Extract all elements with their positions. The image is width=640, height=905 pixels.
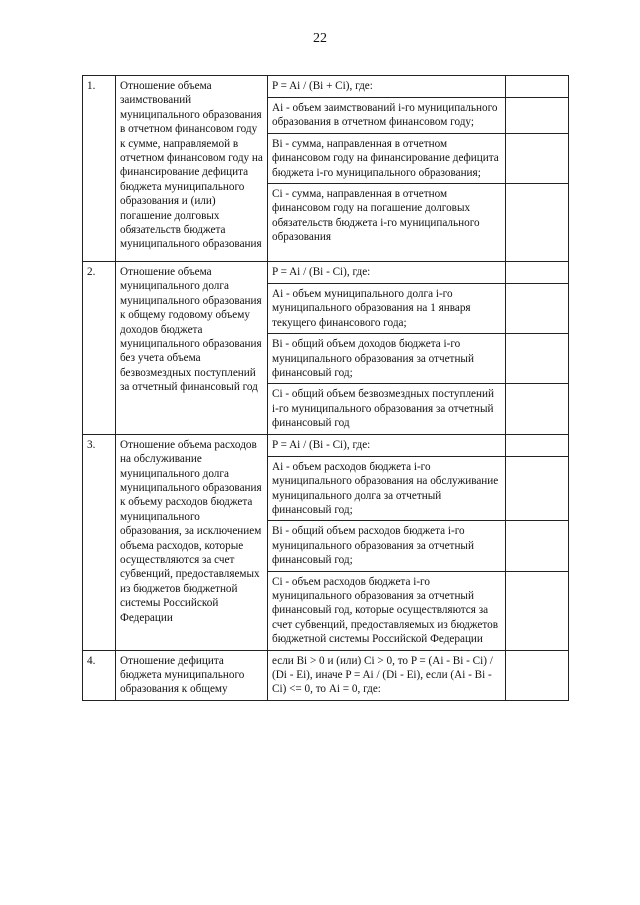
empty-cell [506, 184, 569, 262]
definition-cell: Bi - общий объем расходов бюджета i-го муниципального образования за отчетный финансовый год; [268, 521, 506, 571]
row-number: 1. [83, 76, 116, 262]
table-row [83, 76, 569, 98]
indicator-name: Отношение объема муниципального долга муниципального образования к общему годовому объему доходов бюджета муниципального образования без учета объема безвозмездных поступлений за отчетный финансовый год [116, 262, 268, 435]
empty-cell [506, 456, 569, 521]
row-number: 2. [83, 262, 116, 435]
indicator-name: Отношение дефицита бюджета муниципального образования к общему [116, 650, 268, 700]
formula-cell: P = Ai / (Bi - Ci), где: [268, 434, 506, 456]
empty-cell [506, 434, 569, 456]
definition-cell: Bi - сумма, направленная в отчетном финансовом году на финансирование дефицита бюджета i-го муниципального образования; [268, 133, 506, 183]
empty-cell [506, 284, 569, 334]
table-row [83, 650, 569, 700]
table-row [83, 262, 569, 284]
page-number: 22 [313, 31, 327, 46]
definition-cell: Ai - объем муниципального долга i-го муниципального образования на 1 января текущего финансового года; [268, 284, 506, 334]
definition-cell: Ci - объем расходов бюджета i-го муниципального образования за отчетный финансовый год, которые осуществляются за счет субвенций, предоставляемых из бюджетов бюджетной системы Российской Федерации [268, 571, 506, 650]
table-row [83, 434, 569, 456]
row-number: 4. [83, 650, 116, 700]
definition-cell: Bi - общий объем доходов бюджета i-го муниципального образования за отчетный финансовый год; [268, 334, 506, 384]
formula-cell: P = Ai / (Bi + Ci), где: [268, 76, 506, 98]
formula-cell: P = Ai / (Bi - Ci), где: [268, 262, 506, 284]
empty-cell [506, 133, 569, 183]
definition-cell: Ci - сумма, направленная в отчетном финансовом году на погашение долговых обязательств бюджета i-го муниципального образования [268, 184, 506, 262]
definition-cell: Ai - объем заимствований i-го муниципального образования в отчетном финансовом году; [268, 98, 506, 134]
indicators-table [82, 75, 569, 701]
empty-cell [506, 571, 569, 650]
empty-cell [506, 76, 569, 98]
row-number: 3. [83, 434, 116, 650]
indicator-name: Отношение объема расходов на обслуживание муниципального долга муниципального образования к объему расходов бюджета муниципального образования, за исключением объема расходов, которые осуществляются за счет субвенций, предоставляемых из бюджетов бюджетной системы Российской Федерации [116, 434, 268, 650]
empty-cell [506, 334, 569, 384]
empty-cell [506, 384, 569, 434]
empty-cell [506, 521, 569, 571]
indicator-name: Отношение объема заимствований муниципального образования в отчетном финансовом году к сумме, направляемой в отчетном финансовом году на финансирование дефицита бюджета муниципального образования и (или) погашение долговых обязательств бюджета муниципального образования [116, 76, 268, 262]
empty-cell [506, 98, 569, 134]
formula-cell: если Bi > 0 и (или) Ci > 0, то P = (Ai - Bi - Ci) / (Di - Ei), иначе P = Ai / (Di - Ei), если (Ai - Bi - Ci) <= 0, то Ai = 0, где: [268, 650, 506, 700]
empty-cell [506, 262, 569, 284]
definition-cell: Ci - общий объем безвозмездных поступлений i-го муниципального образования за отчетный финансовый год [268, 384, 506, 434]
empty-cell [506, 650, 569, 700]
definition-cell: Ai - объем расходов бюджета i-го муниципального образования на обслуживание муниципального долга за отчетный финансовый год; [268, 456, 506, 521]
